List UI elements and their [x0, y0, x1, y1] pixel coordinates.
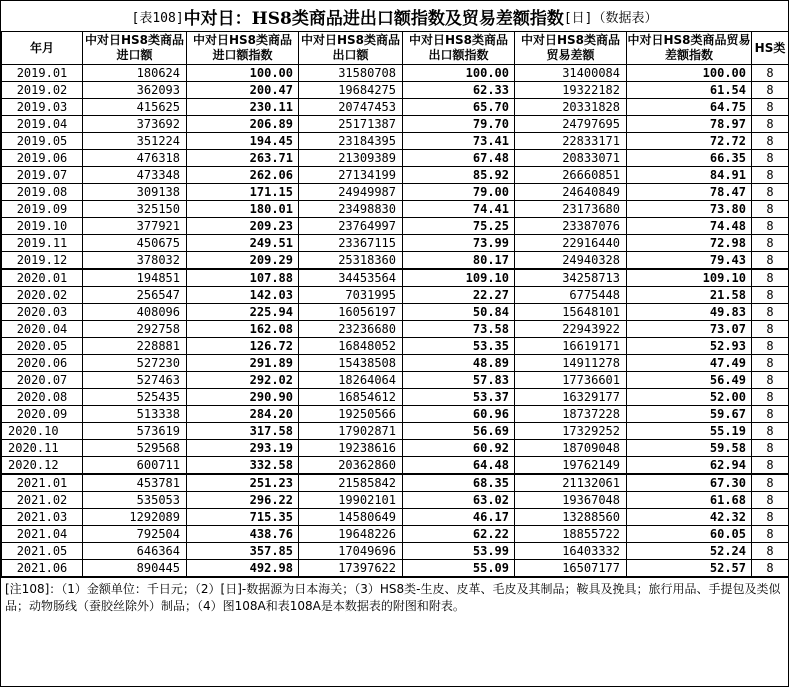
cell-import-index: 206.89: [187, 116, 299, 133]
cell-export-index: 67.48: [403, 150, 515, 167]
table-row: [2, 167, 789, 184]
table-row: [2, 321, 789, 338]
cell-hs: 8: [752, 269, 789, 287]
cell-export-index: 65.70: [403, 99, 515, 116]
cell-ym: 2020.07: [2, 372, 83, 389]
cell-hs: 8: [752, 287, 789, 304]
cell-balance-index: 72.72: [627, 133, 752, 150]
cell-import: 646364: [83, 543, 187, 560]
cell-export-index: 79.00: [403, 184, 515, 201]
table-row: [2, 440, 789, 457]
cell-export-index: 75.25: [403, 218, 515, 235]
cell-hs: 8: [752, 321, 789, 338]
cell-export-index: 73.99: [403, 235, 515, 252]
table-row: [2, 82, 789, 99]
cell-ym: 2019.06: [2, 150, 83, 167]
cell-ym: 2020.04: [2, 321, 83, 338]
table-row: [2, 526, 789, 543]
cell-export: 23184395: [299, 133, 403, 150]
cell-balance: 22833171: [515, 133, 627, 150]
table-row: [2, 235, 789, 252]
cell-import: 600711: [83, 457, 187, 475]
table-row: [2, 355, 789, 372]
cell-export-index: 100.00: [403, 65, 515, 82]
cell-balance-index: 100.00: [627, 65, 752, 82]
cell-balance-index: 56.49: [627, 372, 752, 389]
cell-import: 450675: [83, 235, 187, 252]
cell-balance: 34258713: [515, 269, 627, 287]
cell-hs: 8: [752, 65, 789, 82]
cell-import: 573619: [83, 423, 187, 440]
cell-export: 23367115: [299, 235, 403, 252]
header-balance-index: 中对日HS8类商品贸易差额指数: [627, 32, 752, 65]
cell-import: 529568: [83, 440, 187, 457]
cell-balance: 24797695: [515, 116, 627, 133]
cell-ym: 2019.01: [2, 65, 83, 82]
cell-hs: 8: [752, 201, 789, 218]
cell-export: 19902101: [299, 492, 403, 509]
cell-hs: 8: [752, 474, 789, 492]
cell-hs: 8: [752, 423, 789, 440]
cell-import: 351224: [83, 133, 187, 150]
cell-export: 7031995: [299, 287, 403, 304]
cell-export-index: 56.69: [403, 423, 515, 440]
cell-import-index: 171.15: [187, 184, 299, 201]
cell-ym: 2020.02: [2, 287, 83, 304]
table-row: [2, 252, 789, 270]
cell-hs: 8: [752, 235, 789, 252]
cell-export: 19648226: [299, 526, 403, 543]
cell-ym: 2020.03: [2, 304, 83, 321]
cell-balance-index: 66.35: [627, 150, 752, 167]
cell-export: 34453564: [299, 269, 403, 287]
cell-ym: 2021.01: [2, 474, 83, 492]
cell-hs: 8: [752, 560, 789, 577]
cell-balance: 16329177: [515, 389, 627, 406]
cell-hs: 8: [752, 389, 789, 406]
cell-import-index: 100.00: [187, 65, 299, 82]
table-row: [2, 184, 789, 201]
cell-import-index: 230.11: [187, 99, 299, 116]
cell-ym: 2019.05: [2, 133, 83, 150]
cell-export: 19684275: [299, 82, 403, 99]
cell-import-index: 251.23: [187, 474, 299, 492]
header-row: [2, 32, 789, 65]
cell-hs: 8: [752, 440, 789, 457]
cell-balance: 18855722: [515, 526, 627, 543]
cell-balance: 19322182: [515, 82, 627, 99]
cell-import-index: 249.51: [187, 235, 299, 252]
cell-balance-index: 61.54: [627, 82, 752, 99]
cell-import: 415625: [83, 99, 187, 116]
cell-import-index: 317.58: [187, 423, 299, 440]
cell-hs: 8: [752, 184, 789, 201]
cell-import-index: 293.19: [187, 440, 299, 457]
cell-import: 890445: [83, 560, 187, 577]
cell-import: 476318: [83, 150, 187, 167]
cell-balance-index: 74.48: [627, 218, 752, 235]
cell-export: 16848052: [299, 338, 403, 355]
cell-balance: 21132061: [515, 474, 627, 492]
cell-hs: 8: [752, 252, 789, 270]
cell-hs: 8: [752, 406, 789, 423]
cell-import-index: 492.98: [187, 560, 299, 577]
cell-export-index: 57.83: [403, 372, 515, 389]
cell-export: 23498830: [299, 201, 403, 218]
cell-export: 20362860: [299, 457, 403, 475]
cell-export-index: 64.48: [403, 457, 515, 475]
header-hs: HS类: [752, 32, 789, 65]
cell-export-index: 79.70: [403, 116, 515, 133]
cell-balance: 26660851: [515, 167, 627, 184]
table-row: [2, 338, 789, 355]
cell-export-index: 63.02: [403, 492, 515, 509]
cell-ym: 2020.05: [2, 338, 83, 355]
cell-balance-index: 109.10: [627, 269, 752, 287]
cell-balance: 6775448: [515, 287, 627, 304]
cell-hs: 8: [752, 82, 789, 99]
cell-balance-index: 52.00: [627, 389, 752, 406]
cell-ym: 2019.07: [2, 167, 83, 184]
cell-export-index: 55.09: [403, 560, 515, 577]
table-row: [2, 509, 789, 526]
cell-import-index: 225.94: [187, 304, 299, 321]
cell-export: 31580708: [299, 65, 403, 82]
cell-export-index: 74.41: [403, 201, 515, 218]
cell-export-index: 46.17: [403, 509, 515, 526]
cell-balance-index: 49.83: [627, 304, 752, 321]
cell-import-index: 262.06: [187, 167, 299, 184]
cell-ym: 2021.06: [2, 560, 83, 577]
cell-import-index: 715.35: [187, 509, 299, 526]
cell-balance-index: 79.43: [627, 252, 752, 270]
cell-hs: 8: [752, 543, 789, 560]
cell-import: 525435: [83, 389, 187, 406]
cell-balance: 24640849: [515, 184, 627, 201]
cell-export: 25318360: [299, 252, 403, 270]
cell-balance: 18709048: [515, 440, 627, 457]
cell-balance-index: 61.68: [627, 492, 752, 509]
cell-balance-index: 59.58: [627, 440, 752, 457]
cell-hs: 8: [752, 218, 789, 235]
table-row: [2, 150, 789, 167]
cell-export: 19238616: [299, 440, 403, 457]
cell-export-index: 60.92: [403, 440, 515, 457]
cell-balance-index: 52.24: [627, 543, 752, 560]
cell-balance-index: 55.19: [627, 423, 752, 440]
cell-hs: 8: [752, 133, 789, 150]
cell-import: 377921: [83, 218, 187, 235]
cell-export-index: 73.41: [403, 133, 515, 150]
cell-balance-index: 78.47: [627, 184, 752, 201]
cell-export: 19250566: [299, 406, 403, 423]
cell-ym: 2019.11: [2, 235, 83, 252]
cell-balance-index: 73.80: [627, 201, 752, 218]
cell-import-index: 180.01: [187, 201, 299, 218]
cell-balance: 20833071: [515, 150, 627, 167]
cell-import-index: 200.47: [187, 82, 299, 99]
cell-balance: 16619171: [515, 338, 627, 355]
cell-balance-index: 52.93: [627, 338, 752, 355]
cell-balance: 14911278: [515, 355, 627, 372]
cell-export-index: 22.27: [403, 287, 515, 304]
cell-import: 535053: [83, 492, 187, 509]
cell-balance-index: 78.97: [627, 116, 752, 133]
cell-import: 292758: [83, 321, 187, 338]
cell-import: 256547: [83, 287, 187, 304]
cell-balance: 17329252: [515, 423, 627, 440]
data-table: [1, 31, 789, 577]
cell-balance-index: 64.75: [627, 99, 752, 116]
cell-ym: 2020.01: [2, 269, 83, 287]
cell-import: 408096: [83, 304, 187, 321]
title-sub: [日]（数据表）: [563, 10, 658, 26]
cell-hs: 8: [752, 492, 789, 509]
header-balance: 中对日HS8类商品贸易差额: [515, 32, 627, 65]
cell-ym: 2019.08: [2, 184, 83, 201]
cell-hs: 8: [752, 509, 789, 526]
cell-import: 513338: [83, 406, 187, 423]
header-import: 中对日HS8类商品进口额: [83, 32, 187, 65]
cell-export: 21309389: [299, 150, 403, 167]
cell-export: 15438508: [299, 355, 403, 372]
cell-ym: 2020.11: [2, 440, 83, 457]
cell-export: 23236680: [299, 321, 403, 338]
cell-ym: 2020.10: [2, 423, 83, 440]
cell-export-index: 68.35: [403, 474, 515, 492]
cell-balance: 19367048: [515, 492, 627, 509]
cell-import: 1292089: [83, 509, 187, 526]
table-row: [2, 457, 789, 475]
cell-export: 14580649: [299, 509, 403, 526]
cell-import-index: 209.29: [187, 252, 299, 270]
cell-export: 23764997: [299, 218, 403, 235]
table-row: [2, 474, 789, 492]
cell-export: 17902871: [299, 423, 403, 440]
cell-balance: 24940328: [515, 252, 627, 270]
cell-export: 17049696: [299, 543, 403, 560]
table-row: [2, 65, 789, 82]
cell-balance: 22943922: [515, 321, 627, 338]
cell-import-index: 126.72: [187, 338, 299, 355]
table-title: [1, 1, 788, 31]
cell-export: 25171387: [299, 116, 403, 133]
cell-hs: 8: [752, 304, 789, 321]
cell-import: 527463: [83, 372, 187, 389]
cell-balance-index: 42.32: [627, 509, 752, 526]
title-tag: [表108]: [131, 10, 184, 26]
cell-export-index: 50.84: [403, 304, 515, 321]
cell-ym: 2020.12: [2, 457, 83, 475]
cell-export-index: 62.22: [403, 526, 515, 543]
header-export-index: 中对日HS8类商品出口额指数: [403, 32, 515, 65]
table-row: [2, 406, 789, 423]
cell-ym: 2019.04: [2, 116, 83, 133]
cell-export-index: 53.37: [403, 389, 515, 406]
cell-ym: 2020.06: [2, 355, 83, 372]
cell-export: 20747453: [299, 99, 403, 116]
cell-ym: 2021.04: [2, 526, 83, 543]
cell-export-index: 53.99: [403, 543, 515, 560]
cell-balance: 17736601: [515, 372, 627, 389]
cell-import: 180624: [83, 65, 187, 82]
cell-export: 24949987: [299, 184, 403, 201]
cell-hs: 8: [752, 167, 789, 184]
table-row: [2, 269, 789, 287]
cell-import: 373692: [83, 116, 187, 133]
header-export: 中对日HS8类商品出口额: [299, 32, 403, 65]
cell-balance: 18737228: [515, 406, 627, 423]
cell-hs: 8: [752, 99, 789, 116]
cell-export-index: 60.96: [403, 406, 515, 423]
cell-import-index: 263.71: [187, 150, 299, 167]
table-row: [2, 492, 789, 509]
cell-export-index: 48.89: [403, 355, 515, 372]
cell-export: 16854612: [299, 389, 403, 406]
cell-balance: 22916440: [515, 235, 627, 252]
cell-export: 16056197: [299, 304, 403, 321]
cell-hs: 8: [752, 338, 789, 355]
cell-ym: 2019.10: [2, 218, 83, 235]
cell-balance: 16403332: [515, 543, 627, 560]
cell-balance-index: 73.07: [627, 321, 752, 338]
cell-ym: 2019.03: [2, 99, 83, 116]
cell-hs: 8: [752, 150, 789, 167]
cell-balance: 16507177: [515, 560, 627, 577]
footnote: [注108]：（1）金额单位：千日元；（2）[日]-数据源为日本海关；（3）HS8类-生皮、皮革、毛皮及其制品；鞍具及挽具；旅行用品、手提包及类似品；动物肠线（蚕胶丝除外）制品；（4）图108A和表108A是本数据表的附图和附表。: [1, 577, 788, 618]
table-row: [2, 372, 789, 389]
cell-balance: 20331828: [515, 99, 627, 116]
cell-import-index: 107.88: [187, 269, 299, 287]
cell-import: 309138: [83, 184, 187, 201]
cell-balance-index: 59.67: [627, 406, 752, 423]
cell-import-index: 284.20: [187, 406, 299, 423]
table-row: [2, 560, 789, 577]
cell-hs: 8: [752, 457, 789, 475]
cell-import: 378032: [83, 252, 187, 270]
cell-export-index: 80.17: [403, 252, 515, 270]
cell-balance: 23173680: [515, 201, 627, 218]
title-main: 中对日：HS8类商品进出口额指数及贸易差额指数: [183, 8, 564, 29]
cell-ym: 2021.02: [2, 492, 83, 509]
cell-balance-index: 62.94: [627, 457, 752, 475]
cell-import-index: 291.89: [187, 355, 299, 372]
cell-balance-index: 84.91: [627, 167, 752, 184]
cell-import-index: 194.45: [187, 133, 299, 150]
cell-balance: 15648101: [515, 304, 627, 321]
cell-export: 17397622: [299, 560, 403, 577]
cell-import: 792504: [83, 526, 187, 543]
cell-import-index: 357.85: [187, 543, 299, 560]
table-row: [2, 423, 789, 440]
cell-ym: 2019.12: [2, 252, 83, 270]
table-row: [2, 389, 789, 406]
table-row: [2, 218, 789, 235]
cell-import: 194851: [83, 269, 187, 287]
cell-export-index: 85.92: [403, 167, 515, 184]
cell-export-index: 62.33: [403, 82, 515, 99]
cell-import: 473348: [83, 167, 187, 184]
cell-import-index: 142.03: [187, 287, 299, 304]
header-import-index: 中对日HS8类商品进口额指数: [187, 32, 299, 65]
cell-balance-index: 60.05: [627, 526, 752, 543]
cell-import-index: 292.02: [187, 372, 299, 389]
cell-ym: 2020.09: [2, 406, 83, 423]
cell-ym: 2019.09: [2, 201, 83, 218]
cell-ym: 2019.02: [2, 82, 83, 99]
cell-hs: 8: [752, 355, 789, 372]
cell-import: 527230: [83, 355, 187, 372]
cell-export-index: 109.10: [403, 269, 515, 287]
cell-import: 453781: [83, 474, 187, 492]
cell-balance-index: 72.98: [627, 235, 752, 252]
cell-hs: 8: [752, 526, 789, 543]
cell-import: 362093: [83, 82, 187, 99]
cell-hs: 8: [752, 116, 789, 133]
cell-import-index: 162.08: [187, 321, 299, 338]
table-row: [2, 304, 789, 321]
table-row: [2, 133, 789, 150]
cell-export: 18264064: [299, 372, 403, 389]
cell-ym: 2021.03: [2, 509, 83, 526]
table-row: [2, 287, 789, 304]
cell-import-index: 209.23: [187, 218, 299, 235]
table-body: [2, 65, 789, 577]
cell-balance: 19762149: [515, 457, 627, 475]
table-row: [2, 99, 789, 116]
cell-import-index: 290.90: [187, 389, 299, 406]
cell-import: 325150: [83, 201, 187, 218]
cell-balance-index: 52.57: [627, 560, 752, 577]
cell-ym: 2021.05: [2, 543, 83, 560]
cell-balance-index: 67.30: [627, 474, 752, 492]
table-row: [2, 116, 789, 133]
cell-import: 228881: [83, 338, 187, 355]
cell-export: 21585842: [299, 474, 403, 492]
cell-import-index: 438.76: [187, 526, 299, 543]
cell-balance-index: 47.49: [627, 355, 752, 372]
cell-import-index: 296.22: [187, 492, 299, 509]
cell-hs: 8: [752, 372, 789, 389]
cell-export-index: 53.35: [403, 338, 515, 355]
table-row: [2, 543, 789, 560]
cell-export-index: 73.58: [403, 321, 515, 338]
header-ym: 年月: [2, 32, 83, 65]
table-row: [2, 201, 789, 218]
cell-balance-index: 21.58: [627, 287, 752, 304]
cell-balance: 31400084: [515, 65, 627, 82]
cell-export: 27134199: [299, 167, 403, 184]
cell-import-index: 332.58: [187, 457, 299, 475]
cell-ym: 2020.08: [2, 389, 83, 406]
cell-balance: 23387076: [515, 218, 627, 235]
cell-balance: 13288560: [515, 509, 627, 526]
